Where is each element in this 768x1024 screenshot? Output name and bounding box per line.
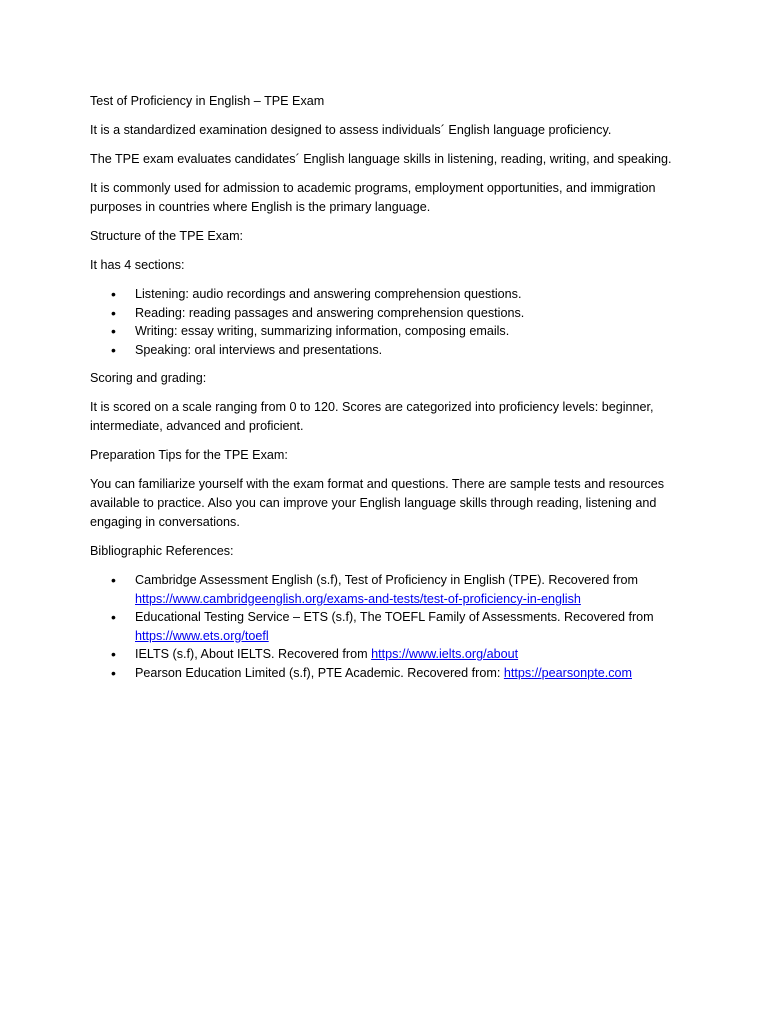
reference-item-ets: [135, 608, 680, 645]
tips-heading: Preparation Tips for the TPE Exam:: [90, 448, 288, 462]
sections-list: [90, 285, 680, 359]
reference-text: IELTS (s.f), About IELTS. Recovered from: [135, 647, 372, 661]
section-item-reading: • Reading: reading passages and answering comprehension questions.: [135, 304, 680, 323]
reference-link-ets[interactable]: https://www.ets.org/toefl: [135, 628, 269, 643]
reference-text: Pearson Education Limited (s.f), PTE Academic. Recovered from:: [135, 665, 504, 680]
sections-intro: It has 4 sections:: [90, 258, 185, 272]
tips-text: You can familiarize yourself with the exam format and questions. There are sample tests and resources available to practice. Also you can improve your English language skills through reading, listening and engaging in conversations.: [90, 477, 665, 529]
reference-link-ielts[interactable]: https://www.ielts.org/about: [371, 647, 519, 661]
structure-heading: Structure of the TPE Exam:: [90, 229, 244, 243]
reference-item-pearson: [135, 664, 680, 683]
document-page: [90, 92, 680, 692]
references-list: [90, 571, 680, 682]
reference-link-cambridge[interactable]: https://www.cambridgeenglish.org/exams-and-tests/test-of-proficiency-in-english: [135, 591, 581, 606]
references-heading: Bibliographic References:: [90, 544, 234, 558]
intro-paragraph-2: The TPE exam evaluates candidates´ English language skills in listening, reading, writing, and speaking.: [90, 152, 672, 166]
reference-text: Educational Testing Service – ETS (s.f), The TOEFL Family of Assessments. Recovered from: [135, 610, 654, 624]
intro-paragraph-1: It is a standardized examination designed to assess individuals´ English language proficiency.: [90, 123, 612, 137]
reference-item-cambridge: [135, 571, 680, 608]
document-title: Test of Proficiency in English – TPE Exam: [90, 94, 325, 108]
reference-link-pearson[interactable]: https://pearsonpte.com: [503, 665, 632, 680]
scoring-text: It is scored on a scale ranging from 0 to 120. Scores are categorized into proficiency levels: beginner, intermediate, advanced and proficient.: [90, 400, 654, 433]
intro-paragraph-3: It is commonly used for admission to academic programs, employment opportunities, and immigration purposes in countries where English is the primary language.: [90, 181, 656, 214]
scoring-heading: Scoring and grading:: [90, 371, 207, 385]
reference-text: Cambridge Assessment English (s.f), Test of Proficiency in English (TPE). Recovered from: [135, 573, 639, 587]
reference-item-ielts: [135, 645, 680, 664]
section-item-writing: • Writing: essay writing, summarizing information, composing emails.: [135, 322, 680, 341]
section-item-speaking: • Speaking: oral interviews and presentations.: [135, 341, 680, 360]
section-item-listening: • Listening: audio recordings and answering comprehension questions.: [135, 285, 680, 304]
